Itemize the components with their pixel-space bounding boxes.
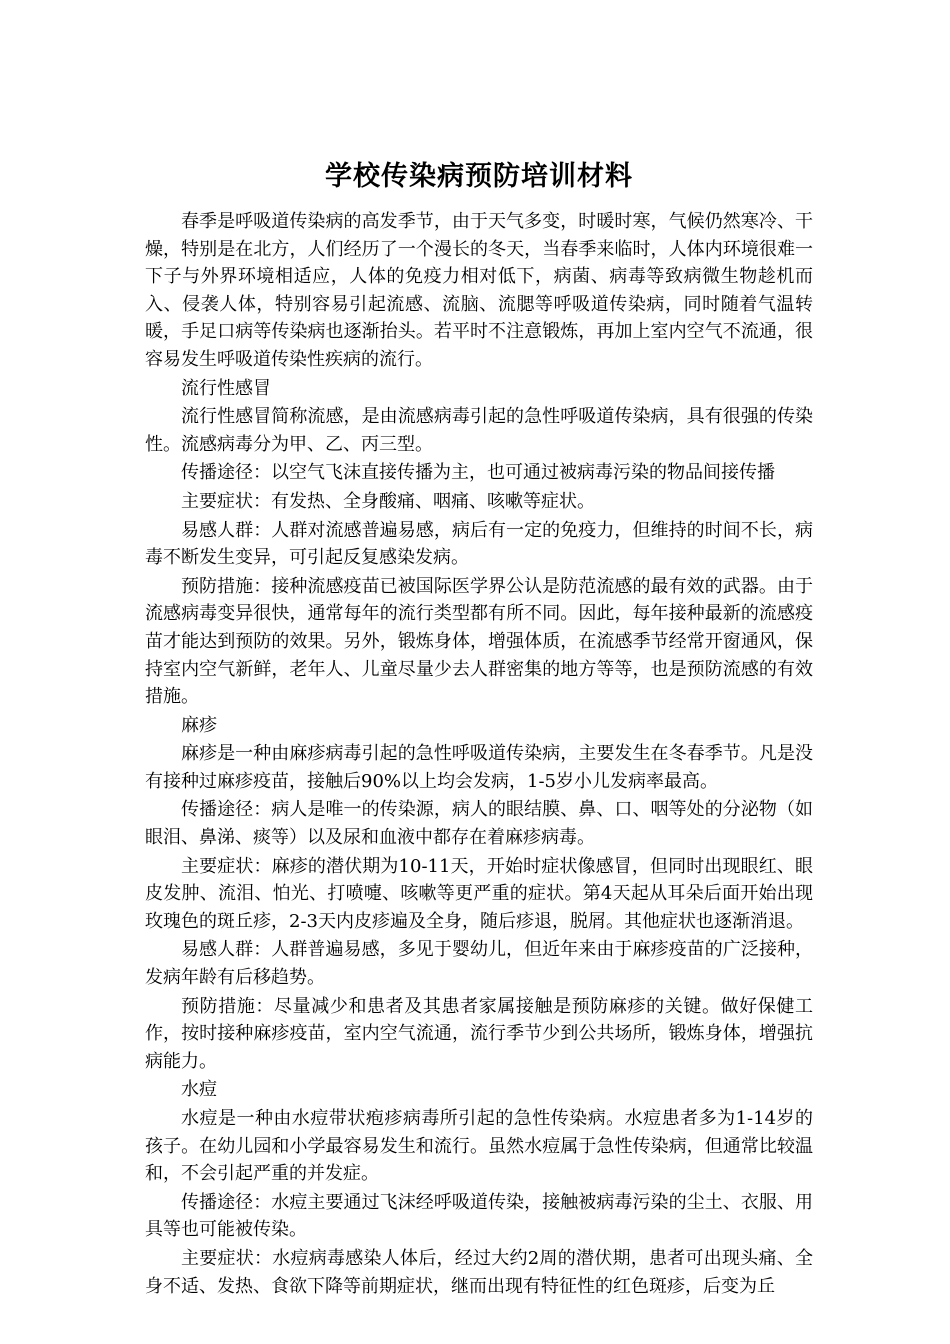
paragraph: 传播途径：水痘主要通过飞沫经呼吸道传染，接触被病毒污染的尘土、衣服、用具等也可能被传染。 [145, 1191, 813, 1241]
paragraph: 预防措施：接种流感疫苗已被国际医学界公认是防范流感的最有效的武器。由于流感病毒变异很快，通常每年的流行类型都有所不同。因此，每年接种最新的流感疫苗才能达到预防的效果。另外，锻炼身体，增强体质，在流感季节经常开窗通风，保持室内空气新鲜，老年人、儿童尽量少去人群密集的地方等等，也是预防流感的有效措施。 [145, 575, 813, 708]
paragraph: 主要症状：水痘病毒感染人体后，经过大约2周的潜伏期，患者可出现头痛、全身不适、发热、食欲下降等前期症状，继而出现有特征性的红色斑疹，后变为丘 [145, 1247, 813, 1297]
document-page [145, 160, 813, 1301]
paragraph: 流行性感冒简称流感，是由流感病毒引起的急性呼吸道传染病，具有很强的传染性。流感病毒分为甲、乙、丙三型。 [145, 406, 813, 455]
section-heading-chickenpox: 水痘 [181, 1079, 217, 1101]
paragraph: 麻疹是一种由麻疹病毒引起的急性呼吸道传染病，主要发生在冬春季节。凡是没有接种过麻疹疫苗，接触后90%以上均会发病，1-5岁小儿发病率最高。 [145, 743, 813, 792]
paragraph: 易感人群：人群普遍易感，多见于婴幼儿，但近年来由于麻疹疫苗的广泛接种，发病年龄有后移趋势。 [145, 939, 813, 989]
paragraph: 传播途径：以空气飞沫直接传播为主，也可通过被病毒污染的物品间接传播 [181, 462, 775, 484]
paragraph: 易感人群：人群对流感普遍易感，病后有一定的免疫力，但维持的时间不长，病毒不断发生变异，可引起反复感染发病。 [145, 519, 813, 569]
paragraph: 传播途径：病人是唯一的传染源，病人的眼结膜、鼻、口、咽等处的分泌物（如眼泪、鼻涕、痰等）以及尿和血液中都存在着麻疹病毒。 [145, 799, 813, 849]
paragraph: 主要症状：有发热、全身酸痛、咽痛、咳嗽等症状。 [181, 490, 595, 512]
document-title: 学校传染病预防培训材料 [325, 161, 633, 192]
section-heading-measles: 麻疹 [181, 714, 217, 736]
paragraph-intro: 春季是呼吸道传染病的高发季节，由于天气多变，时暖时寒，气候仍然寒冷、干燥，特别是在北方，人们经历了一个漫长的冬天，当春季来临时，人体内环境很难一下子与外界环境相适应，人体的免疫力相对低下，病菌、病毒等致病微生物趁机而入、侵袭人体，特别容易引起流感、流脑、流腮等呼吸道传染病，同时随着气温转暖，手足口病等传染病也逐渐抬头。若平时不注意锻炼，再加上室内空气不流通，很容易发生呼吸道传染性疾病的流行。 [145, 211, 813, 370]
section-heading-influenza: 流行性感冒 [181, 377, 271, 399]
paragraph: 主要症状：麻疹的潜伏期为10-11天，开始时症状像感冒，但同时出现眼红、眼皮发肿、流泪、怕光、打喷嚏、咳嗽等更严重的症状。第4天起从耳朵后面开始出现玫瑰色的斑丘疹，2-3天内皮疹遍及全身，随后疹退，脱屑。其他症状也逐渐消退。 [145, 855, 813, 932]
paragraph: 预防措施：尽量减少和患者及其患者家属接触是预防麻疹的关键。做好保健工作，按时接种麻疹疫苗，室内空气流通，流行季节少到公共场所，锻炼身体，增强抗病能力。 [145, 995, 813, 1072]
paragraph: 水痘是一种由水痘带状疱疹病毒所引起的急性传染病。水痘患者多为1-14岁的孩子。在幼儿园和小学最容易发生和流行。虽然水痘属于急性传染病，但通常比较温和，不会引起严重的并发症。 [145, 1108, 813, 1185]
